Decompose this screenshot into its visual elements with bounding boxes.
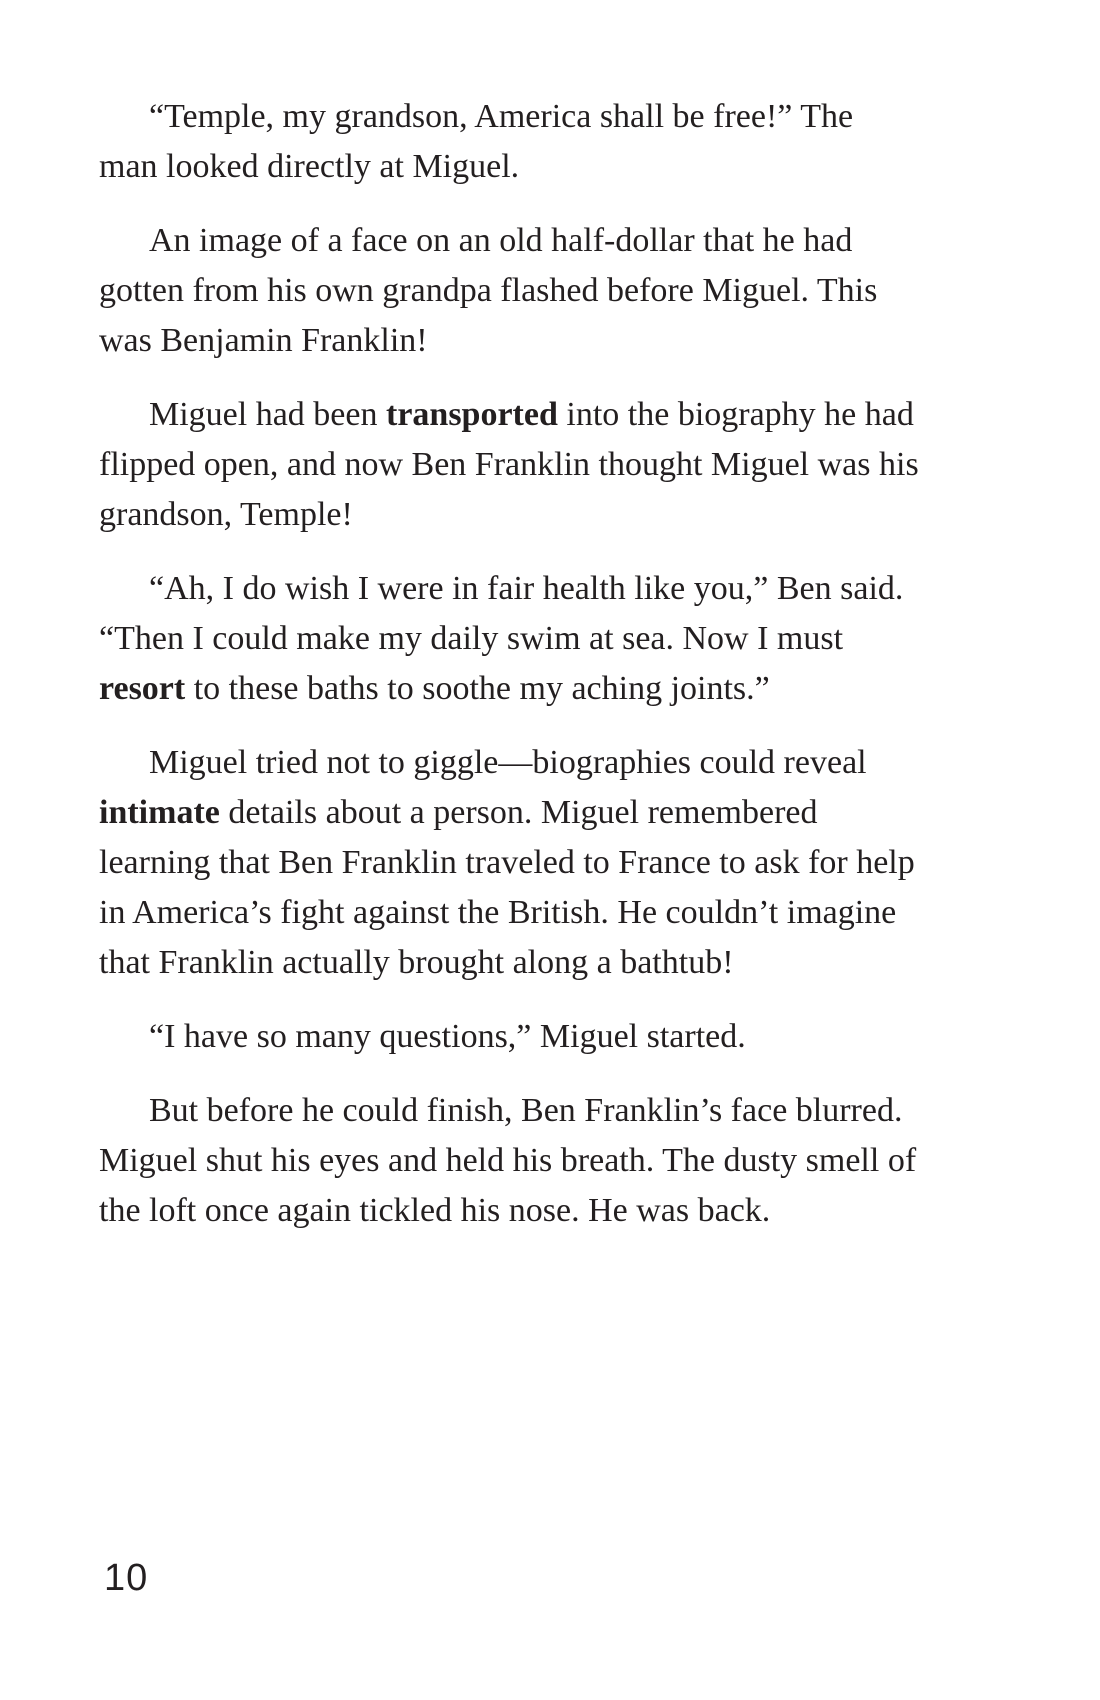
vocab-word-transported: transported (386, 396, 558, 433)
vocab-word-resort: resort (99, 670, 186, 707)
page-body (99, 92, 919, 1260)
paragraph-4-text-start: “Ah, I do wish I were in fair health like you,” Ben said. “Then I could make my daily swim at sea. Now I must (99, 570, 904, 657)
paragraph-1-text: “Temple, my grandson, America shall be free!” The man looked directly at Miguel. (99, 98, 854, 185)
paragraph-3 (99, 390, 919, 540)
paragraph-5-text-start: Miguel tried not to giggle—biographies could reveal (149, 744, 867, 781)
paragraph-2-text: An image of a face on an old half-dollar that he had gotten from his own grandpa flashed before Miguel. This was Benjamin Franklin! (99, 222, 878, 359)
paragraph-3-text-start: Miguel had been (149, 396, 386, 433)
paragraph-7-text: But before he could finish, Ben Franklin’s face blurred. Miguel shut his eyes and held his breath. The dusty smell of the loft once again tickled his nose. He was back. (99, 1092, 917, 1229)
paragraph-4 (99, 564, 919, 714)
vocab-word-intimate: intimate (99, 794, 220, 831)
page-number: 10 (104, 1557, 149, 1599)
paragraph-6-text: “I have so many questions,” Miguel started. (149, 1018, 746, 1055)
paragraph-5-text-end: details about a person. Miguel remembered learning that Ben Franklin traveled to France to ask for help in America’s fight against the British. He couldn’t imagine that Franklin actually brought along a bathtub! (99, 794, 915, 981)
paragraph-2 (99, 216, 919, 366)
paragraph-1 (99, 92, 919, 192)
paragraph-3-text-end: into the biography he had flipped open, and now Ben Franklin thought Miguel was his grandson, Temple! (99, 396, 919, 533)
paragraph-7 (99, 1086, 919, 1236)
paragraph-6 (99, 1012, 919, 1062)
paragraph-4-text-end: to these baths to soothe my aching joints.” (185, 670, 770, 707)
paragraph-5 (99, 738, 919, 988)
